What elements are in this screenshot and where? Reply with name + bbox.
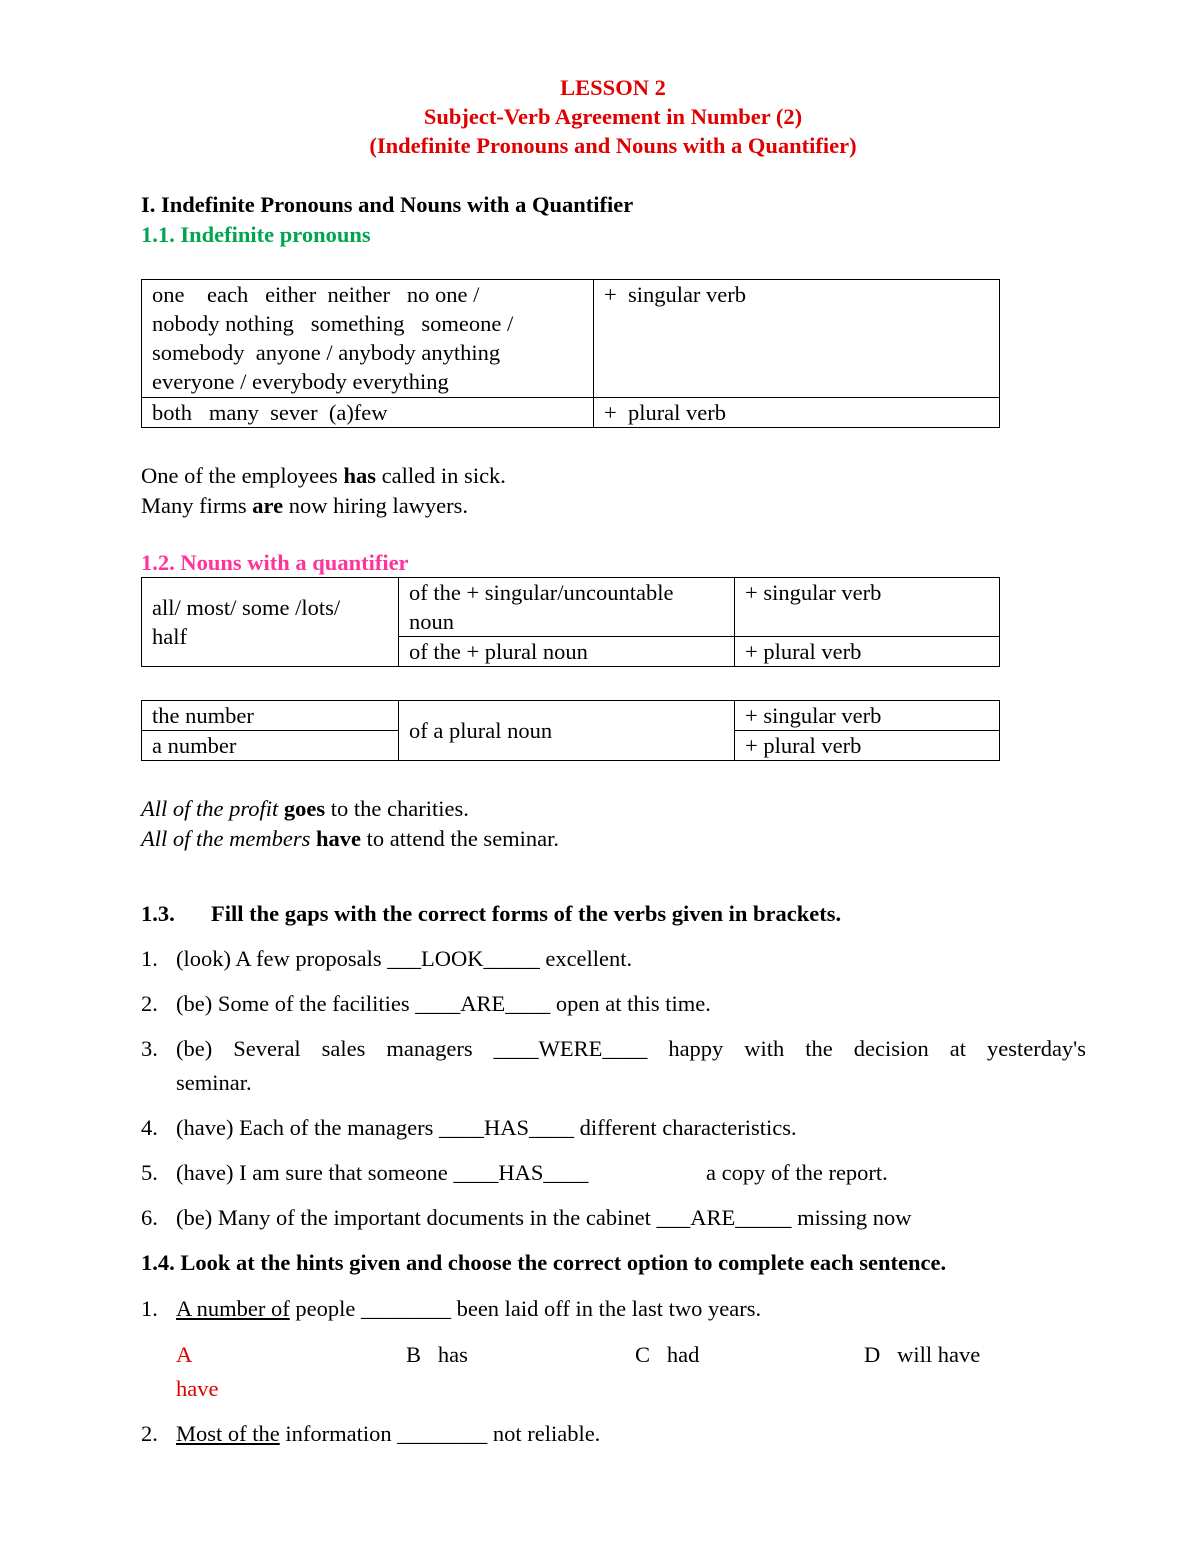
example-sentence: All of the members have to attend the seminar.	[141, 826, 560, 851]
exercise-item: (be) Some of the facilities ____ARE____ open at this time.	[176, 991, 711, 1016]
pronouns-line: one each either neither no one /	[152, 282, 480, 307]
exercise-item: (be) Several sales managers ____WERE____ happy with the decision at yesterday's	[176, 1036, 1086, 1061]
section-heading: I. Indefinite Pronouns and Nouns with a Quantifier	[141, 192, 634, 217]
a-number-cell: a number	[142, 731, 399, 761]
cell-line: of the + singular/uncountable	[409, 580, 674, 605]
quantifier-underlined: Most of the	[176, 1421, 280, 1446]
quantifier-line: all/ most/ some /lots/	[152, 595, 341, 620]
question-sentence	[176, 1419, 600, 1449]
lesson-subtitle: (Indefinite Pronouns and Nouns with a Quantifier)	[369, 133, 857, 158]
quantifier-underlined: A number of	[176, 1296, 290, 1321]
lesson-label: LESSON 2	[560, 75, 666, 100]
pronouns-plural-cell: both many sever (a)few	[142, 398, 594, 428]
item-number: 4.	[141, 1115, 158, 1140]
cell-line: noun	[409, 609, 454, 634]
exercise-item: (have) Each of the managers ____HAS____ different characteristics.	[176, 1115, 797, 1140]
pronouns-line: everyone / everybody everything	[152, 369, 449, 394]
example-sentence: All of the profit goes to the charities.	[141, 796, 469, 821]
exercise-item: (look) A few proposals ___LOOK_____ excellent.	[176, 946, 633, 971]
example-sentence: One of the employees has called in sick.	[141, 463, 506, 488]
exercise-13-instruction: Fill the gaps with the correct forms of the verbs given in brackets.	[211, 901, 842, 926]
of-plural-cell: of the + plural noun	[399, 637, 735, 667]
option-a-word: have	[176, 1376, 219, 1401]
plural-verb-cell: + plural verb	[735, 731, 1000, 761]
plural-verb-cell: + plural verb	[594, 398, 1000, 428]
option-b: B has	[406, 1342, 468, 1367]
item-number: 1.	[141, 1296, 158, 1321]
exercise-13-number: 1.3.	[141, 901, 175, 926]
option-a-letter: A	[176, 1342, 193, 1367]
option-c: C had	[635, 1342, 700, 1367]
of-singular-cell	[399, 578, 735, 637]
question-rest: information ________ not reliable.	[279, 1421, 601, 1446]
option-d: D will have	[864, 1342, 981, 1367]
singular-verb-cell: + singular verb	[735, 578, 1000, 637]
item-number: 1.	[141, 946, 158, 971]
question-rest: people ________ been laid off in the last two years.	[289, 1296, 762, 1321]
quantifier-subject-cell	[142, 578, 399, 667]
item-number: 6.	[141, 1205, 158, 1230]
singular-verb-cell: + singular verb	[594, 280, 1000, 398]
number-table	[141, 700, 1000, 761]
pronouns-line: nobody nothing something someone /	[152, 311, 514, 336]
exercise-item: (have) I am sure that someone ____HAS____	[176, 1160, 589, 1185]
item-number: 2.	[141, 991, 158, 1016]
exercise-item: (be) Many of the important documents in the cabinet ___ARE_____ missing now	[176, 1205, 912, 1230]
the-number-cell: the number	[142, 701, 399, 731]
quantifier-line: half	[152, 624, 187, 649]
exercise-14-heading: 1.4. Look at the hints given and choose the correct option to complete each sentence.	[141, 1250, 947, 1275]
subsection-nouns-quantifier: 1.2. Nouns with a quantifier	[141, 550, 409, 575]
question-sentence	[176, 1294, 761, 1324]
exercise-item-tail: a copy of the report.	[706, 1160, 888, 1185]
quantifier-table	[141, 577, 1000, 667]
subsection-indefinite-pronouns: 1.1. Indefinite pronouns	[141, 222, 371, 247]
indefinite-pronouns-table	[141, 279, 1000, 428]
singular-verb-cell: + singular verb	[735, 701, 1000, 731]
item-number: 5.	[141, 1160, 158, 1185]
pronouns-line: somebody anyone / anybody anything	[152, 340, 501, 365]
lesson-title: Subject-Verb Agreement in Number (2)	[423, 104, 803, 129]
item-number: 3.	[141, 1036, 158, 1061]
plural-verb-cell: + plural verb	[735, 637, 1000, 667]
pronouns-singular-cell	[142, 280, 594, 398]
exercise-item-continued: seminar.	[176, 1070, 252, 1095]
item-number: 2.	[141, 1421, 158, 1446]
of-plural-noun-cell: of a plural noun	[399, 701, 735, 761]
example-sentence: Many firms are now hiring lawyers.	[141, 493, 469, 518]
